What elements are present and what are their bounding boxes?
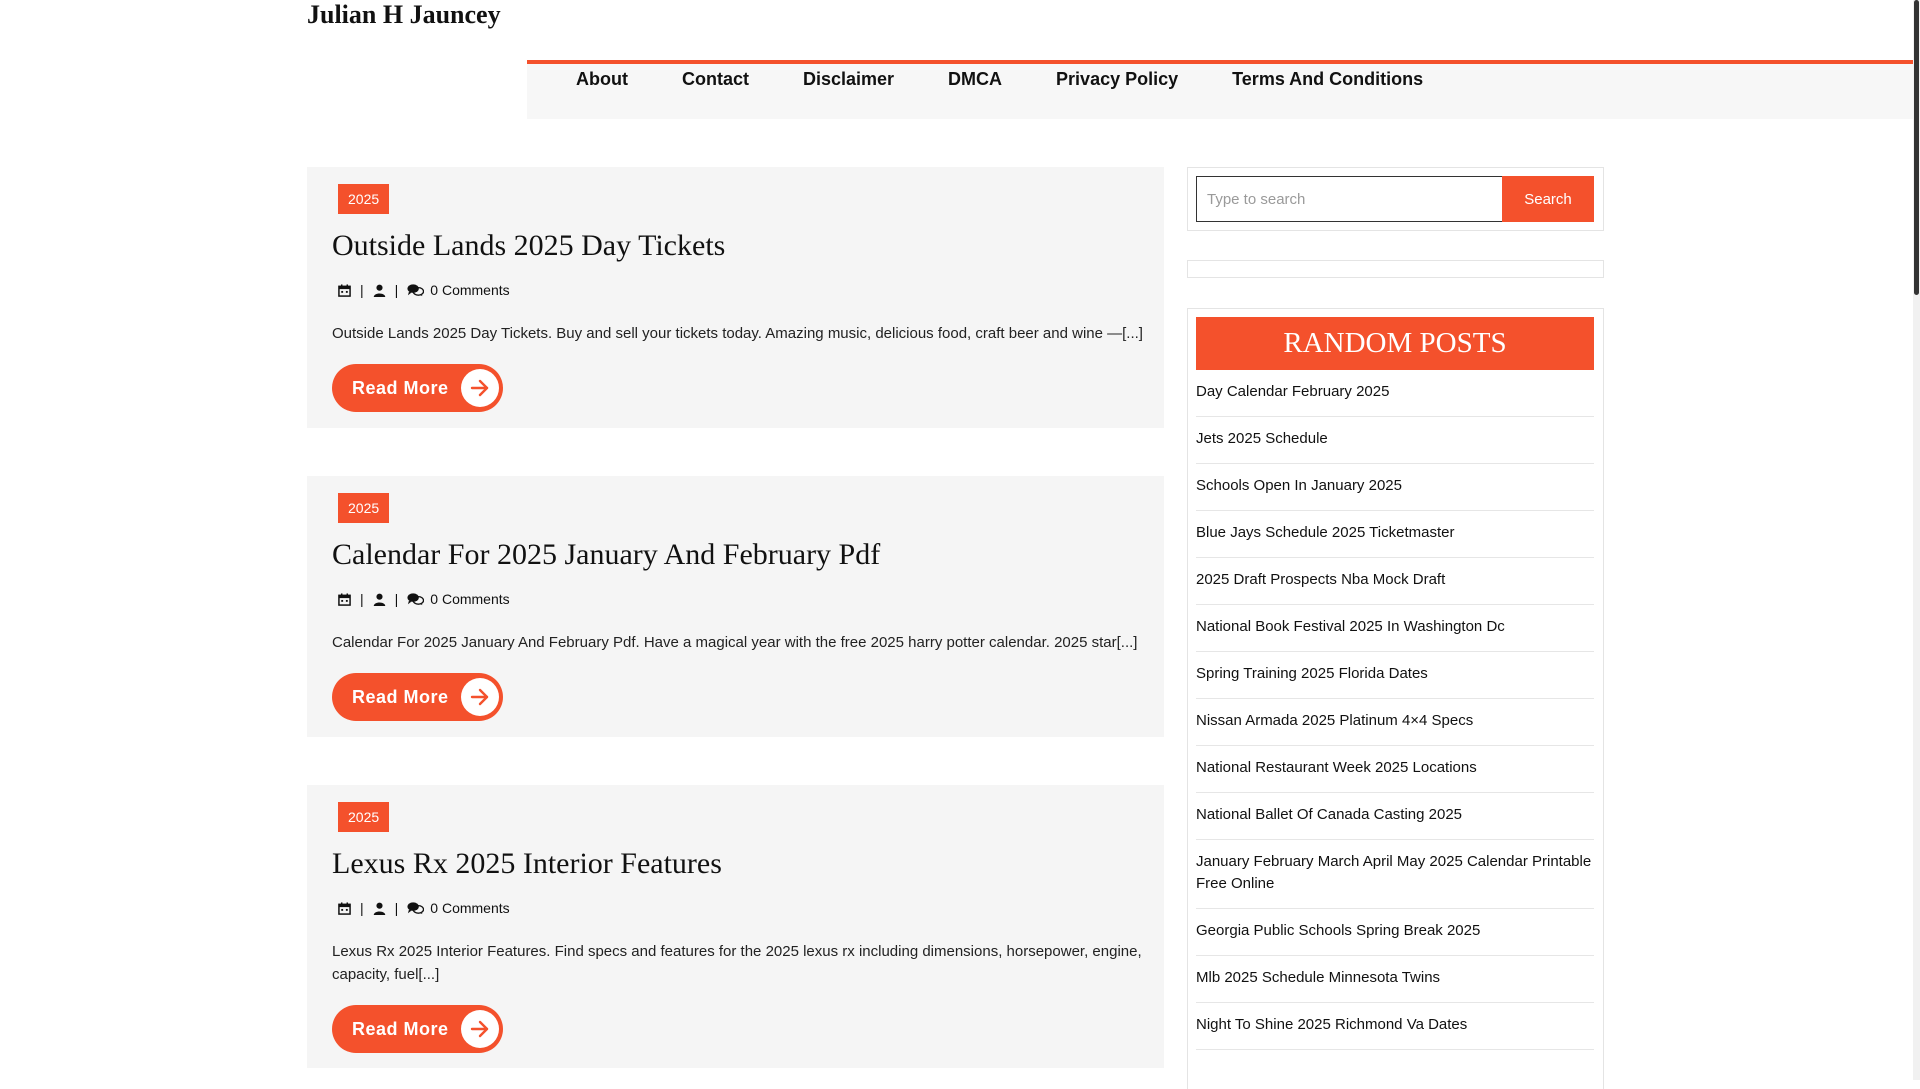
read-more-button[interactable]	[332, 364, 503, 412]
user-icon	[373, 593, 386, 606]
list-item	[1196, 956, 1594, 1003]
calendar-icon	[338, 593, 351, 606]
random-posts-list	[1196, 370, 1594, 1050]
read-more-label: Read More	[352, 686, 449, 707]
random-post-link[interactable]: Spring Training 2025 Florida Dates	[1196, 665, 1428, 682]
post-card	[307, 167, 1164, 428]
random-post-link[interactable]: Schools Open In January 2025	[1196, 477, 1402, 494]
list-item	[1196, 370, 1594, 417]
random-post-link[interactable]: Day Calendar February 2025	[1196, 383, 1390, 400]
sidebar-empty-widget	[1187, 260, 1604, 278]
read-more-label: Read More	[352, 1018, 449, 1039]
random-post-link[interactable]: National Ballet Of Canada Casting 2025	[1196, 806, 1463, 823]
random-posts-title: RANDOM POSTS	[1196, 317, 1594, 370]
post-title[interactable]: Outside Lands 2025 Day Tickets	[332, 229, 726, 262]
comment-count[interactable]: 0 Comments	[430, 900, 510, 916]
comments-icon	[407, 592, 424, 606]
post-card	[307, 476, 1164, 737]
post-title[interactable]: Calendar For 2025 January And February Pdf	[332, 538, 881, 571]
category-badge[interactable]: 2025	[338, 802, 389, 832]
search-input[interactable]	[1196, 176, 1508, 222]
list-item	[1196, 699, 1594, 746]
user-icon	[373, 902, 386, 915]
arrow-right-icon	[469, 377, 491, 399]
list-item	[1196, 746, 1594, 793]
list-item	[1196, 605, 1594, 652]
nav-item-privacy-policy[interactable]: Privacy Policy	[1056, 68, 1179, 89]
category-badge[interactable]: 2025	[338, 184, 389, 214]
comment-count[interactable]: 0 Comments	[430, 282, 510, 298]
search-button[interactable]: Search	[1502, 176, 1594, 222]
list-item	[1196, 511, 1594, 558]
nav-item-terms[interactable]: Terms And Conditions	[1232, 68, 1424, 89]
list-item	[1196, 793, 1594, 840]
random-post-link[interactable]: 2025 Draft Prospects Nba Mock Draft	[1196, 571, 1446, 588]
post-excerpt: Lexus Rx 2025 Interior Features. Find specs and features for the 2025 lexus rx including dimensions, horsepower, engine, capacity, fuel[...]	[332, 943, 1142, 983]
random-post-link[interactable]: Mlb 2025 Schedule Minnesota Twins	[1196, 969, 1441, 986]
read-more-button[interactable]	[332, 673, 503, 721]
list-item	[1196, 1003, 1594, 1050]
post-meta: | | 0 Comments	[338, 900, 510, 916]
post-card	[307, 785, 1164, 1068]
list-item	[1196, 417, 1594, 464]
comment-count[interactable]: 0 Comments	[430, 591, 510, 607]
list-item	[1196, 558, 1594, 605]
list-item	[1196, 652, 1594, 699]
read-more-button[interactable]	[332, 1005, 503, 1053]
random-post-link[interactable]: Georgia Public Schools Spring Break 2025	[1196, 922, 1481, 939]
random-post-link[interactable]: Nissan Armada 2025 Platinum 4×4 Specs	[1196, 712, 1474, 729]
calendar-icon	[338, 284, 351, 297]
arrow-right-icon	[469, 686, 491, 708]
category-badge[interactable]: 2025	[338, 493, 389, 523]
user-icon	[373, 284, 386, 297]
header-nav-bar	[527, 0, 1913, 119]
random-posts-widget	[1187, 308, 1604, 1089]
nav-item-dmca[interactable]: DMCA	[948, 68, 1003, 89]
scrollbar-thumb[interactable]	[1914, 0, 1919, 295]
nav-item-contact[interactable]: Contact	[681, 68, 749, 89]
sidebar-search-widget	[1187, 167, 1604, 231]
calendar-icon	[338, 902, 351, 915]
random-post-link[interactable]: Night To Shine 2025 Richmond Va Dates	[1196, 1016, 1468, 1033]
random-post-link[interactable]: January February March April May 2025 Calendar Printable Free Online	[1196, 853, 1592, 892]
page-scrollbar[interactable]	[1913, 0, 1920, 1080]
nav-item-about[interactable]: About	[576, 68, 628, 89]
list-item	[1196, 840, 1594, 909]
post-title[interactable]: Lexus Rx 2025 Interior Features	[332, 847, 722, 880]
main-nav	[527, 64, 1423, 94]
site-title[interactable]: Julian H Jauncey	[307, 0, 501, 29]
random-post-link[interactable]: National Restaurant Week 2025 Locations	[1196, 759, 1477, 776]
post-meta: | | 0 Comments	[338, 282, 510, 298]
random-post-link[interactable]: Jets 2025 Schedule	[1196, 430, 1328, 447]
list-item	[1196, 909, 1594, 956]
arrow-right-icon	[469, 1018, 491, 1040]
comments-icon	[407, 283, 424, 297]
post-meta: | | 0 Comments	[338, 591, 510, 607]
comments-icon	[407, 901, 424, 915]
random-post-link[interactable]: National Book Festival 2025 In Washington Dc	[1196, 618, 1505, 635]
random-post-link[interactable]: Blue Jays Schedule 2025 Ticketmaster	[1196, 524, 1455, 541]
post-excerpt: Outside Lands 2025 Day Tickets. Buy and sell your tickets today. Amazing music, delicious food, craft beer and wine —[...]	[332, 325, 1143, 342]
list-item	[1196, 464, 1594, 511]
read-more-label: Read More	[352, 377, 449, 398]
post-excerpt: Calendar For 2025 January And February Pdf. Have a magical year with the free 2025 harry potter calendar. 2025 star[...]	[332, 634, 1138, 651]
nav-item-disclaimer[interactable]: Disclaimer	[802, 68, 895, 89]
